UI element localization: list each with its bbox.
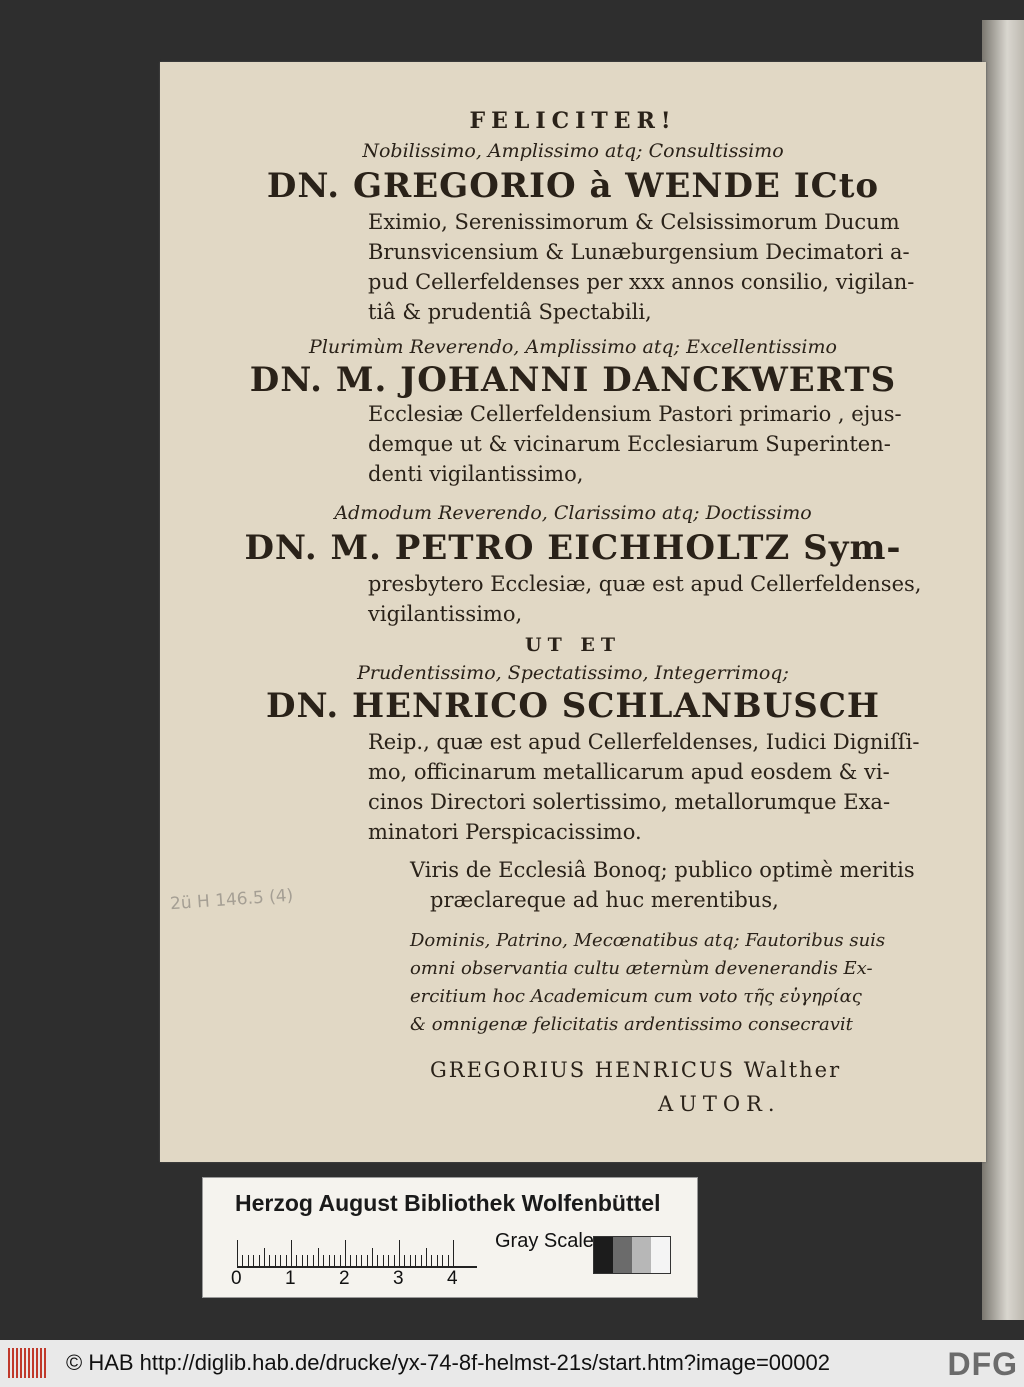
dedicatee-3-line-2: vigilantissimo, (368, 602, 523, 626)
page-text-area (190, 102, 956, 1132)
ruler-tick (437, 1255, 438, 1266)
gray-swatch-0 (594, 1237, 613, 1273)
dedicatee-3-title: Admodum Reverendo, Clarissimo atq; Doctissimo (334, 502, 812, 524)
author-label: AUTOR. (658, 1092, 781, 1116)
copyright-url: © HAB http://diglib.hab.de/drucke/yx-74-8f-helmst-21s/start.htm?image=00002 (66, 1350, 830, 1375)
ruler-tick (442, 1255, 443, 1266)
dedicatee-1-line-2: Brunsvicensium & Lunæburgensium Decimatori a- (368, 240, 910, 264)
ruler-tick (388, 1255, 389, 1266)
barcode-icon (8, 1348, 48, 1378)
dedicatee-4-line-3: cinos Directori solertissimo, metallorumque Exa- (368, 790, 891, 814)
gray-swatch-3 (651, 1237, 670, 1273)
ruler-tick (399, 1240, 400, 1266)
ruler-tick (248, 1255, 249, 1266)
ruler-tick (356, 1255, 357, 1266)
dedicatee-2-title: Plurimùm Reverendo, Amplissimo atq; Excellentissimo (309, 336, 837, 358)
dedicatee-2-name: DN. M. JOHANNI DANCKWERTS (249, 360, 897, 400)
ruler-tick (448, 1255, 449, 1266)
dedicatee-1-line-3: pud Cellerfeldenses per xxx annos consilio, vigilan- (368, 270, 915, 294)
dominis-line-1: Dominis, Patrino, Mecœnatibus atq; Fautoribus suis (410, 930, 886, 951)
ruler-tick (394, 1255, 395, 1266)
ruler-tick (421, 1255, 422, 1266)
ruler-tick (361, 1255, 362, 1266)
library-label (202, 1177, 698, 1298)
document-page (160, 62, 986, 1162)
ruler-tick (280, 1255, 281, 1266)
ruler-tick (302, 1255, 303, 1266)
gray-swatch-1 (613, 1237, 632, 1273)
library-name: Herzog August Bibliothek Wolfenbüttel (235, 1190, 661, 1216)
ruler-number-0: 0 (231, 1268, 242, 1289)
ruler-tick (426, 1248, 427, 1266)
ruler-tick (329, 1255, 330, 1266)
ruler-tick (350, 1255, 351, 1266)
ruler-number-1: 1 (285, 1268, 296, 1289)
gray-scale-label: Gray Scale (495, 1230, 594, 1252)
viris-line-2: præclareque ad huc merentibus, (430, 888, 779, 912)
ruler-tick (318, 1248, 319, 1266)
gray-scale-swatches (593, 1236, 671, 1274)
ut-et: UT ET (525, 634, 621, 656)
dedicatee-1-name: DN. GREGORIO à WENDE ICto (266, 166, 880, 206)
ruler-tick (275, 1255, 276, 1266)
ruler-tick (264, 1248, 265, 1266)
viris-line-1: Viris de Ecclesiâ Bonoq; publico optimè meritis (410, 858, 915, 882)
dfg-logo: DFG (947, 1346, 1018, 1382)
ruler-number-3: 3 (393, 1268, 404, 1289)
ruler-tick (296, 1255, 297, 1266)
dedicatee-1-title: Nobilissimo, Amplissimo atq; Consultissimo (362, 140, 784, 162)
ruler-tick (323, 1255, 324, 1266)
dedicatee-2-line-1: Ecclesiæ Cellerfeldensium Pastori primario , ejus- (368, 402, 902, 426)
ruler-tick (367, 1255, 368, 1266)
ruler-tick (404, 1255, 405, 1266)
ruler-tick (237, 1240, 238, 1266)
ruler-tick (410, 1255, 411, 1266)
adjacent-page-edge (982, 20, 1024, 1320)
ruler-tick (286, 1255, 287, 1266)
ruler-tick (345, 1240, 346, 1266)
ruler-tick (383, 1255, 384, 1266)
ruler-number-2: 2 (339, 1268, 350, 1289)
dedicatee-4-line-4: minatori Perspicacissimo. (368, 820, 642, 844)
dedicatee-1-line-1: Eximio, Serenissimorum & Celsissimorum Ducum (368, 210, 900, 234)
dedicatee-4-name: DN. HENRICO SCHLANBUSCH (265, 686, 881, 726)
ruler-tick (453, 1240, 454, 1266)
dedicatee-4-line-2: mo, officinarum metallicarum apud eosdem & vi- (368, 760, 890, 784)
dedicatee-2-line-3: denti vigilantissimo, (368, 462, 584, 486)
ruler-tick (259, 1255, 260, 1266)
ruler-tick (334, 1255, 335, 1266)
dedicatee-4-line-1: Reip., quæ est apud Cellerfeldenses, Iudici Digniſſi- (368, 730, 920, 754)
ruler-tick (377, 1255, 378, 1266)
dominis-line-4: & omnigenæ felicitatis ardentissimo consecravit (410, 1014, 853, 1035)
dominis-line-3: ercitium hoc Academicum cum voto τῆς εὐγηρίας (410, 986, 862, 1007)
ruler-tick (242, 1255, 243, 1266)
ruler-tick (253, 1255, 254, 1266)
ruler-tick (415, 1255, 416, 1266)
ruler-tick (291, 1240, 292, 1266)
gray-swatch-2 (632, 1237, 651, 1273)
pencil-shelfmark: 2ü H 146.5 (4) (169, 885, 294, 915)
ruler-tick (372, 1248, 373, 1266)
ruler-numbers (231, 1268, 491, 1294)
heading: FELICITER! (469, 108, 677, 134)
ruler-number-4: 4 (447, 1268, 458, 1289)
dominis-line-2: omni observantia cultu æternùm devenerandis Ex- (410, 958, 873, 979)
dedicatee-1-line-4: tiâ & prudentiâ Spectabili, (368, 300, 652, 324)
ruler-tick (307, 1255, 308, 1266)
dedicatee-2-line-2: demque ut & vicinarum Ecclesiarum Superinten- (368, 432, 891, 456)
author-name: GREGORIUS HENRICUS Walther (430, 1058, 842, 1082)
ruler-tick (313, 1255, 314, 1266)
footer-bar (0, 1340, 1024, 1387)
ruler-tick (340, 1255, 341, 1266)
dedicatee-3-name: DN. M. PETRO EICHHOLTZ Sym- (244, 528, 902, 568)
ruler-tick (269, 1255, 270, 1266)
ruler-tick (431, 1255, 432, 1266)
dedicatee-4-title: Prudentissimo, Spectatissimo, Integerrimoq; (357, 662, 789, 684)
scale-ruler (237, 1240, 477, 1268)
dedicatee-3-line-1: presbytero Ecclesiæ, quæ est apud Cellerfeldenses, (368, 572, 922, 596)
